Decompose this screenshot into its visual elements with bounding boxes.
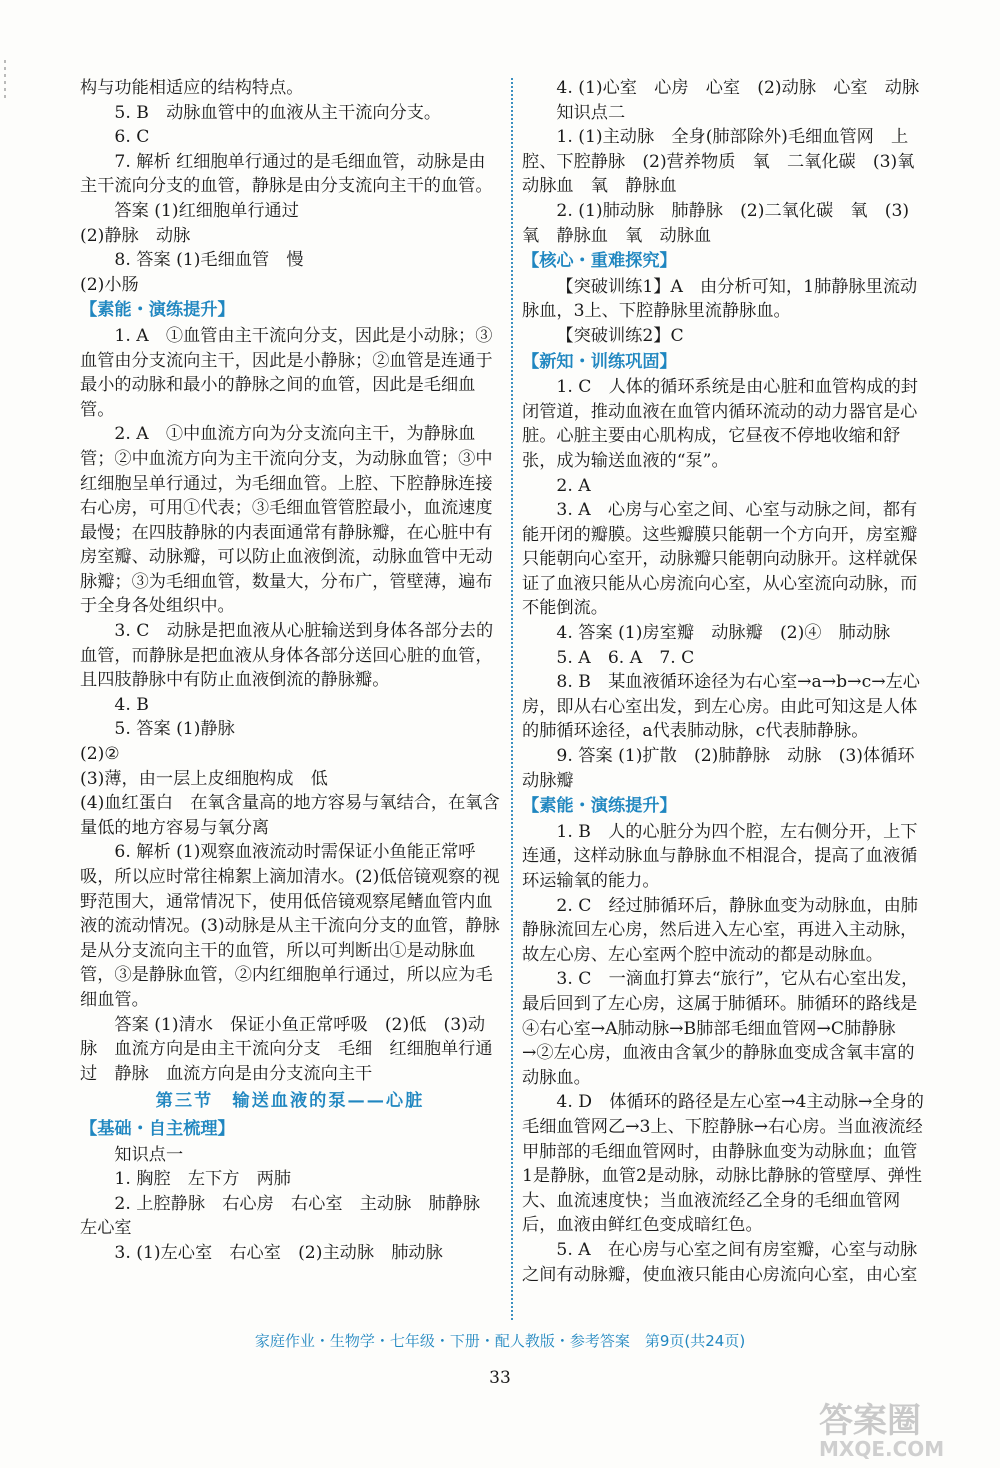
svg-text:MXQE.COM: MXQE.COM [819,1437,945,1460]
answer-paragraph: 答案 (1)红细胞单行通过 [114,200,299,221]
answer-paragraph: 9. 答案 (1)扩散 (2)肺静脉 动脉 (3)体循环 动脉瓣 [522,746,932,791]
svg-text:答案圈: 答案圈 [819,1401,921,1441]
page-footer: 家庭作业・生物学・七年级・下册・配人教版・参考答案 第9页(共24页) [254,1332,746,1350]
knowledge-point-label: 知识点一 [114,1144,184,1165]
answer-paragraph: 1. 胸腔 左下方 两肺 [114,1169,291,1190]
answer-paragraph: 8. B 某血液循环途径为右心室→a→b→c→左心房，即从右心室出发，到左心房。由此可知这是人体的肺循环途径，a代表肺动脉，c代表肺静脉。 [522,672,920,742]
left-column [80,76,500,1266]
answer-paragraph: 2. A ①中血流方向为分支流向主干，为静脉血管；②中血流方向为主干流向分支，为动脉血管；③中红细胞呈单行通过，为毛细血管。上腔、下腔静脉连接右心房，可用①代表；③毛细血管管腔最小，血流速度最慢；在四肢静脉的内表面通常有静脉瓣，在心脏中有房室瓣、动脉瓣，可以防止血液倒流，动脉血管中无动脉瓣；③为毛细血管，数量大，分布广，管壁薄，遍布于全身各处组织中。 [80,424,493,617]
answer-paragraph: 1. C 人体的循环系统是由心脏和血管构成的封闭管道，推动血液在血管内循环流动的动力器官是心脏。心脏主要由心肌构成，它昼夜不停地收缩和舒张，成为输送血液的“泵”。 [522,377,918,471]
answer-paragraph: 4. (1)心室 心房 心室 (2)动脉 心室 动脉 [556,78,920,98]
answer-paragraph: 【突破训练2】C [556,325,684,346]
answer-paragraph: 3. (1)左心室 右心室 (2)主动脉 肺动脉 [114,1242,443,1263]
chapter-title: 第三节 输送血液的泵——心脏 [155,1091,425,1112]
answer-paragraph: (2)② [80,744,120,765]
answer-paragraph: 构与功能相适应的结构特点。 [80,78,304,98]
answer-paragraph: 答案 (1)清水 保证小鱼正常呼吸 (2)低 (3)动脉 血流方向是由主干流向分支 毛细 红细胞单行通过 静脉 血流方向是由分支流向主干 [80,1014,493,1084]
section-heading: 【素能・演练提升】 [80,300,235,321]
answer-paragraph: 4. 答案 (1)房室瓣 动脉瓣 (2)④ 肺动脉 [556,623,891,644]
answer-paragraph: (2)小肠 [80,274,139,295]
answer-paragraph: (2)静脉 动脉 [80,225,191,246]
section-heading: 【基础・自主梳理】 [80,1118,235,1139]
answer-paragraph: 1. A ①血管由主干流向分支，因此是小动脉；③血管由分支流向主干，因此是小静脉；②血管是连通于最小的动脉和最小的静脉之间的血管，因此是毛细血管。 [80,325,493,420]
answer-paragraph: 1. (1)主动脉 全身(肺部除外)毛细血管网 上腔、下腔静脉 (2)营养物质 氧 二氧化碳 (3)氧 动脉血 氧 静脉血 [522,127,932,197]
answer-paragraph: 6. C [114,127,150,148]
answer-paragraph: 6. 解析 (1)观察血液流动时需保证小鱼能正常呼吸，所以应时常往棉絮上滴加清水。(2)低倍镜观察的视野范围大，通常情况下，使用低倍镜观察尾鳍血管内血液的流动情况。(3)动脉是从主干流向分支的血管，静脉是从分支流向主干的血管，所以可判断出①是动脉血管，③是静脉血管，②内红细胞单行通过，所以应为毛细血管。 [80,842,500,1010]
answer-paragraph: 5. A 6. A 7. C [556,647,695,668]
answer-paragraph: 8. 答案 (1)毛细血管 慢 [114,250,304,271]
answer-paragraph: 5. A 在心房与心室之间有房室瓣，心室与动脉之间有动脉瓣，使血液只能由心房流向心室，由心室 [522,1239,918,1285]
section-heading: 【核心・重难探究】 [522,251,677,272]
right-column [522,76,932,1287]
answer-paragraph: 3. C 一滴血打算去“旅行”，它从右心室出发，最后回到了左心房，这属于肺循环。肺循环的路线是④右心室→A肺动脉→B肺部毛细血管网→C肺静脉→②左心房，血液由含氧少的静脉血变成含氧丰富的动脉血。 [522,969,919,1088]
answer-paragraph: 【突破训练1】A 由分析可知，1肺静脉里流动脉血，3上、下腔静脉里流静脉血。 [522,276,918,322]
knowledge-point-label: 知识点二 [556,102,626,123]
section-heading: 【素能・演练提升】 [522,796,677,817]
answer-paragraph: 4. B [114,694,149,715]
column-divider [511,78,513,1320]
answer-paragraph: 1. B 人的心脏分为四个腔，左右侧分开，上下连通，这样动脉血与静脉血不相混合，提高了血液循环运输氧的能力。 [522,821,918,891]
page-number: 33 [489,1368,511,1388]
answer-paragraph: 3. C 动脉是把血液从心脏输送到身体各部分去的血管，而静脉是把血液从身体各部分送回心脏的血管，且四肢静脉中有防止血液倒流的静脉瓣。 [80,621,494,691]
answer-paragraph: 5. 答案 (1)静脉 [114,719,235,740]
answer-paragraph: 5. B 动脉血管中的血液从主干流向分支。 [114,102,442,123]
section-heading: 【新知・训练巩固】 [522,351,677,372]
answer-paragraph: (4)血红蛋白 在氧含量高的地方容易与氧结合，在氧含量低的地方容易与氧分离 [80,793,500,838]
answer-paragraph: (3)薄，由一层上皮细胞构成 低 [80,768,328,789]
answer-paragraph: 2. 上腔静脉 右心房 右心室 主动脉 肺静脉 左心室 [80,1193,498,1239]
answer-paragraph: 2. (1)肺动脉 肺静脉 (2)二氧化碳 氧 (3)氧 静脉血 氧 动脉血 [522,200,910,246]
answer-paragraph: 4. D 体循环的路径是左心室→4主动脉→全身的毛细血管网乙→3上、下腔静脉→右心房。当血液流经甲肺部的毛细血管网时，由静脉血变为动脉血；血管1是静脉，血管2是动脉，动脉比静脉的管壁厚、弹性大、血流速度快；当血液流经乙全身的毛细血管网后，血液由鲜红色变成暗红色。 [522,1092,924,1236]
site-watermark-logo [815,1398,990,1460]
answer-paragraph: 2. C 经过肺循环后，静脉血变为动脉血，由肺静脉流回左心房，然后进入左心室，再进入主动脉，故左心房、左心室两个腔中流动的都是动脉血。 [522,895,918,965]
binding-margin-mark [2,60,8,100]
answer-paragraph: 3. A 心房与心室之间、心室与动脉之间，都有能开闭的瓣膜。这些瓣膜只能朝一个方向开，房室瓣只能朝向心室开，动脉瓣只能朝向动脉开。这样就保证了血液只能从心房流向心室，从心室流向动脉，而不能倒流。 [522,500,918,619]
answer-paragraph: 7. 解析 红细胞单行通过的是毛细血管，动脉是由主干流向分支的血管，静脉是由分支流向主干的血管。 [80,151,493,197]
answer-paragraph: 2. A [556,475,591,496]
